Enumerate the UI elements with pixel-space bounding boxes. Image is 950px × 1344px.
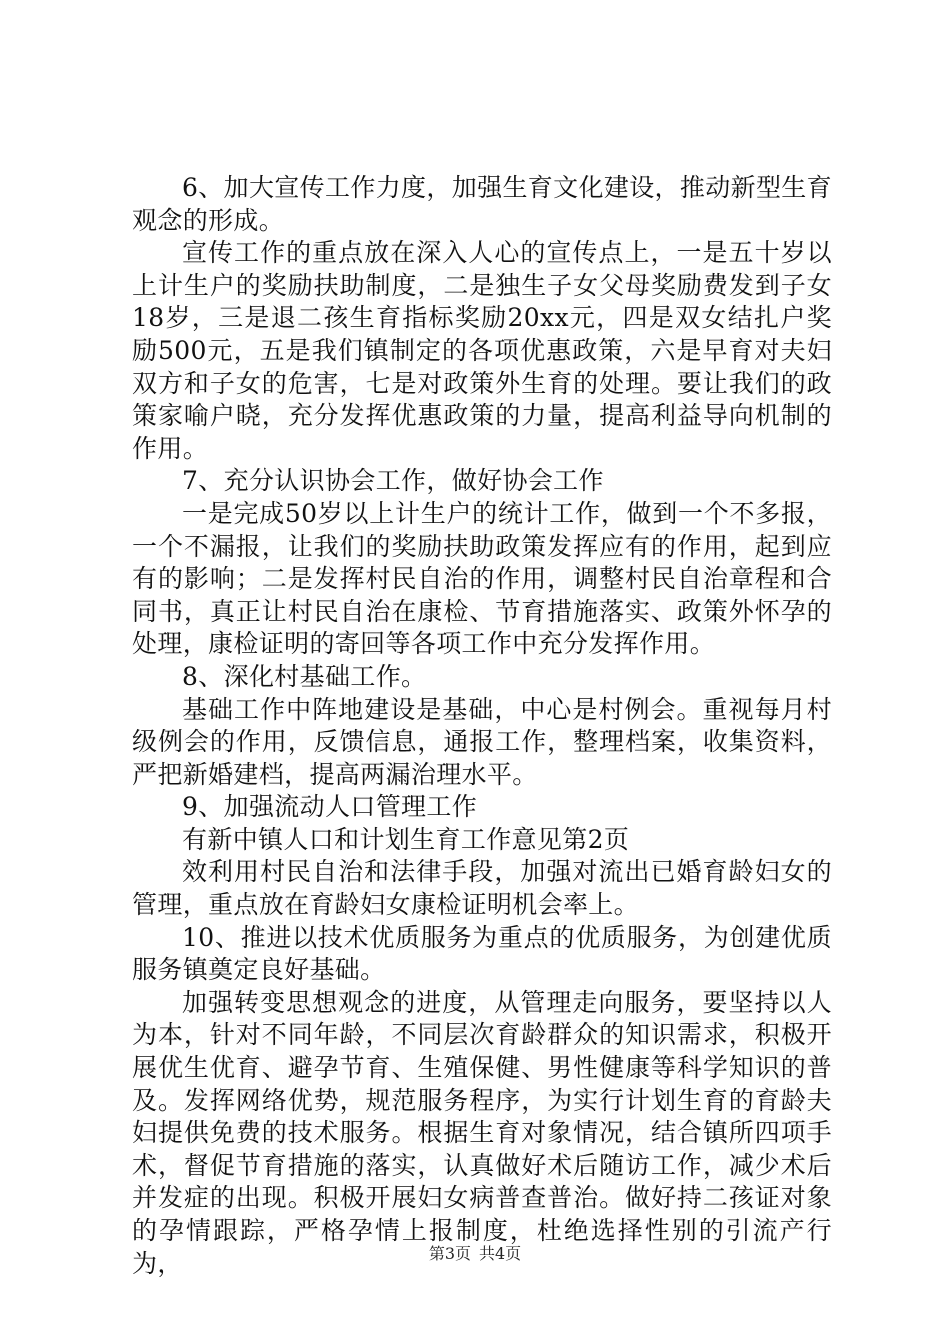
paragraph-village-basics-details: 基础工作中阵地建设是基础，中心是村例会。重视每月村级例会的作用，反馈信息，通报工作，整理档案，收集资料，严把新婚建档，提高两漏治理水平。 xyxy=(132,694,832,789)
page-total: 共4页 xyxy=(479,1244,522,1263)
document-body xyxy=(132,172,832,1280)
paragraph-section-6-heading: 6、加大宣传工作力度，加强生育文化建设，推动新型生育观念的形成。 xyxy=(132,173,833,235)
paragraph-quality-service-details: 加强转变思想观念的进度，从管理走向服务，要坚持以人为本，针对不同年龄，不同层次育龄群众的知识需求，积极开展优生优育、避孕节育、生殖保健、男性健康等科学知识的普及。发挥网络优势，规范服务程序，为实行计划生育的育龄夫妇提供免费的技术服务。根据生育对象情况，结合镇所四项手术，督促节育措施的落实，认真做好术后随访工作，减少术后并发症的出现。积极开展妇女病普查普治。做好持二孩证对象的孕情跟踪，严格孕情上报制度，杜绝选择性别的引流产行为， xyxy=(132,987,832,1278)
paragraph-section-8-heading: 8、深化村基础工作。 xyxy=(182,661,427,691)
page-number: 第3页 xyxy=(428,1244,471,1263)
page-footer xyxy=(0,1243,950,1265)
paragraph-section-10-heading: 10、推进以技术优质服务为重点的优质服务，为创建优质服务镇奠定良好基础。 xyxy=(132,922,832,985)
paragraph-section-7-heading: 7、充分认识协会工作，做好协会工作 xyxy=(182,466,604,496)
paragraph-section-9-heading: 9、加强流动人口管理工作 xyxy=(182,792,478,822)
paragraph-publicity-details: 宣传工作的重点放在深入人心的宣传点上，一是五十岁以上计生户的奖励扶助制度，二是独生子女父母奖励费发到子女18岁，三是退二孩生育指标奖励20xx元，四是双女结扎户奖励500元，五是我们镇制定的各项优惠政策，六是早育对夫妇双方和子女的危害，七是对政策外生育的处理。要让我们的政策家喻户晓，充分发挥优惠政策的力量，提高利益导向机制的作用。 xyxy=(132,238,832,463)
paragraph-page-marker: 有新中镇人口和计划生育工作意见第2页 xyxy=(182,824,630,854)
paragraph-association-details: 一是完成50岁以上计生户的统计工作，做到一个不多报，一个不漏报，让我们的奖励扶助政策发挥应有的作用，起到应有的影响；二是发挥村民自治的作用，调整村民自治章程和合同书，真正让村民自治在康检、节育措施落实、政策外怀孕的处理，康检证明的寄回等各项工作中充分发挥作用。 xyxy=(132,498,832,659)
paragraph-floating-population-details: 效利用村民自治和法律手段，加强对流出已婚育龄妇女的管理，重点放在育龄妇女康检证明机会率上。 xyxy=(132,857,832,920)
